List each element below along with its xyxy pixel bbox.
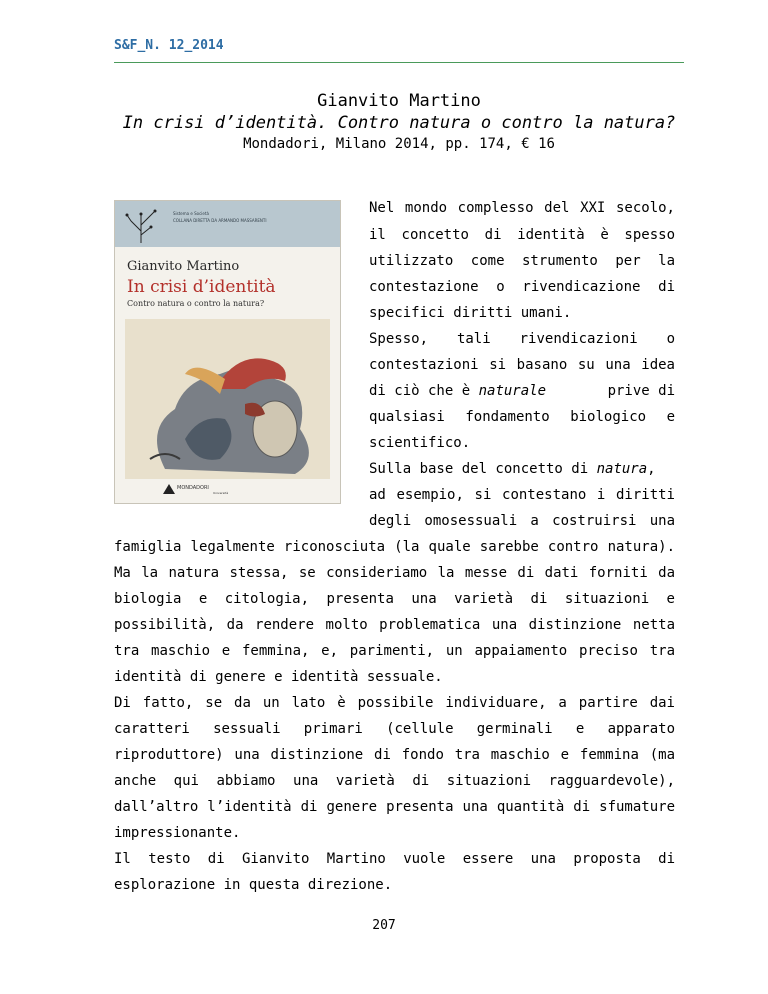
page-number: 207 (372, 918, 396, 933)
body-line: Nel mondo complesso del XXI secolo, (369, 200, 675, 216)
body-line: contestazioni si basano su una idea (369, 357, 675, 373)
body-text: , (647, 461, 656, 477)
publisher-logo-icon (163, 484, 175, 494)
body-line: Ma la natura stessa, se consideriamo la messe di dati forniti da (114, 565, 675, 581)
body-text: prive di (607, 383, 675, 399)
body-line: utilizzato come strumento per la (369, 253, 675, 269)
body-line (369, 459, 675, 479)
body-line: identità di genere e identità sessuale. (114, 669, 443, 685)
body-line: il concetto di identità è spesso (369, 227, 675, 243)
cover-subtitle: Contro natura o contro la natura? (127, 299, 265, 308)
body-line: anche qui abbiamo una varietà di situazioni ragguardevole), (114, 773, 675, 789)
cover-publisher-sub: Università (213, 491, 229, 495)
body-line: riproduttore) una distinzione di fondo tra maschio e femmina (ma (114, 747, 675, 763)
body-line: scientifico. (369, 435, 471, 451)
body-line (369, 381, 675, 401)
body-line: Spesso, tali rivendicazioni o (369, 331, 675, 347)
body-line: Di fatto, se da un lato è possibile individuare, a partire dai (114, 695, 675, 711)
tree-logo-icon (121, 205, 161, 245)
body-line: Il testo di Gianvito Martino vuole essere una proposta di (114, 851, 675, 867)
body-line: dall’altro l’identità di genere presenta una quantità di sfumature (114, 799, 675, 815)
cover-author: Gianvito Martino (127, 259, 240, 274)
cover-series-line2: COLLANA DIRETTA DA ARMANDO MASSARENTI (173, 218, 267, 223)
body-line: tra maschio e femmina, e, parimenti, un appaiamento preciso tra (114, 643, 675, 659)
body-line: famiglia legalmente riconosciuta (la quale sarebbe contro natura). (114, 539, 675, 555)
body-line: biologia e citologia, presenta una varietà di situazioni e (114, 591, 675, 607)
cover-illustration (125, 319, 330, 479)
body-line: impressionante. (114, 825, 241, 841)
body-line: specifici diritti umani. (369, 305, 572, 321)
body-line: contestazione o rivendicazione di (369, 279, 675, 295)
book-cover (114, 200, 341, 504)
body-line: ad esempio, si contestano i diritti (369, 487, 675, 503)
cover-series-line1: Sistema e Società (173, 211, 209, 216)
cover-publisher: MONDADORI (177, 485, 209, 491)
cover-title: In crisi d’identità (127, 277, 276, 297)
body-line: possibilità, da rendere molto problematica una distinzione netta (114, 617, 675, 633)
book-title: In crisi d’identità. Contro natura o contro la natura? (122, 113, 676, 133)
body-line: qualsiasi fondamento biologico e (369, 409, 675, 425)
body-text: di ciò che è (369, 383, 471, 399)
body-emphasis: naturale (478, 383, 547, 399)
publication-info: Mondadori, Milano 2014, pp. 174, € 16 (243, 136, 555, 152)
running-head: S&F_N. 12_2014 (114, 38, 224, 53)
body-text: Sulla base del concetto di (369, 461, 589, 477)
header-rule (114, 62, 684, 63)
body-line: caratteri sessuali primari (cellule germinali e apparato (114, 721, 675, 737)
body-line: degli omosessuali a costruirsi una (369, 513, 675, 529)
body-line: esplorazione in questa direzione. (114, 877, 393, 893)
body-emphasis: natura (596, 461, 648, 477)
book-author: Gianvito Martino (317, 91, 481, 111)
title-block (114, 90, 684, 154)
